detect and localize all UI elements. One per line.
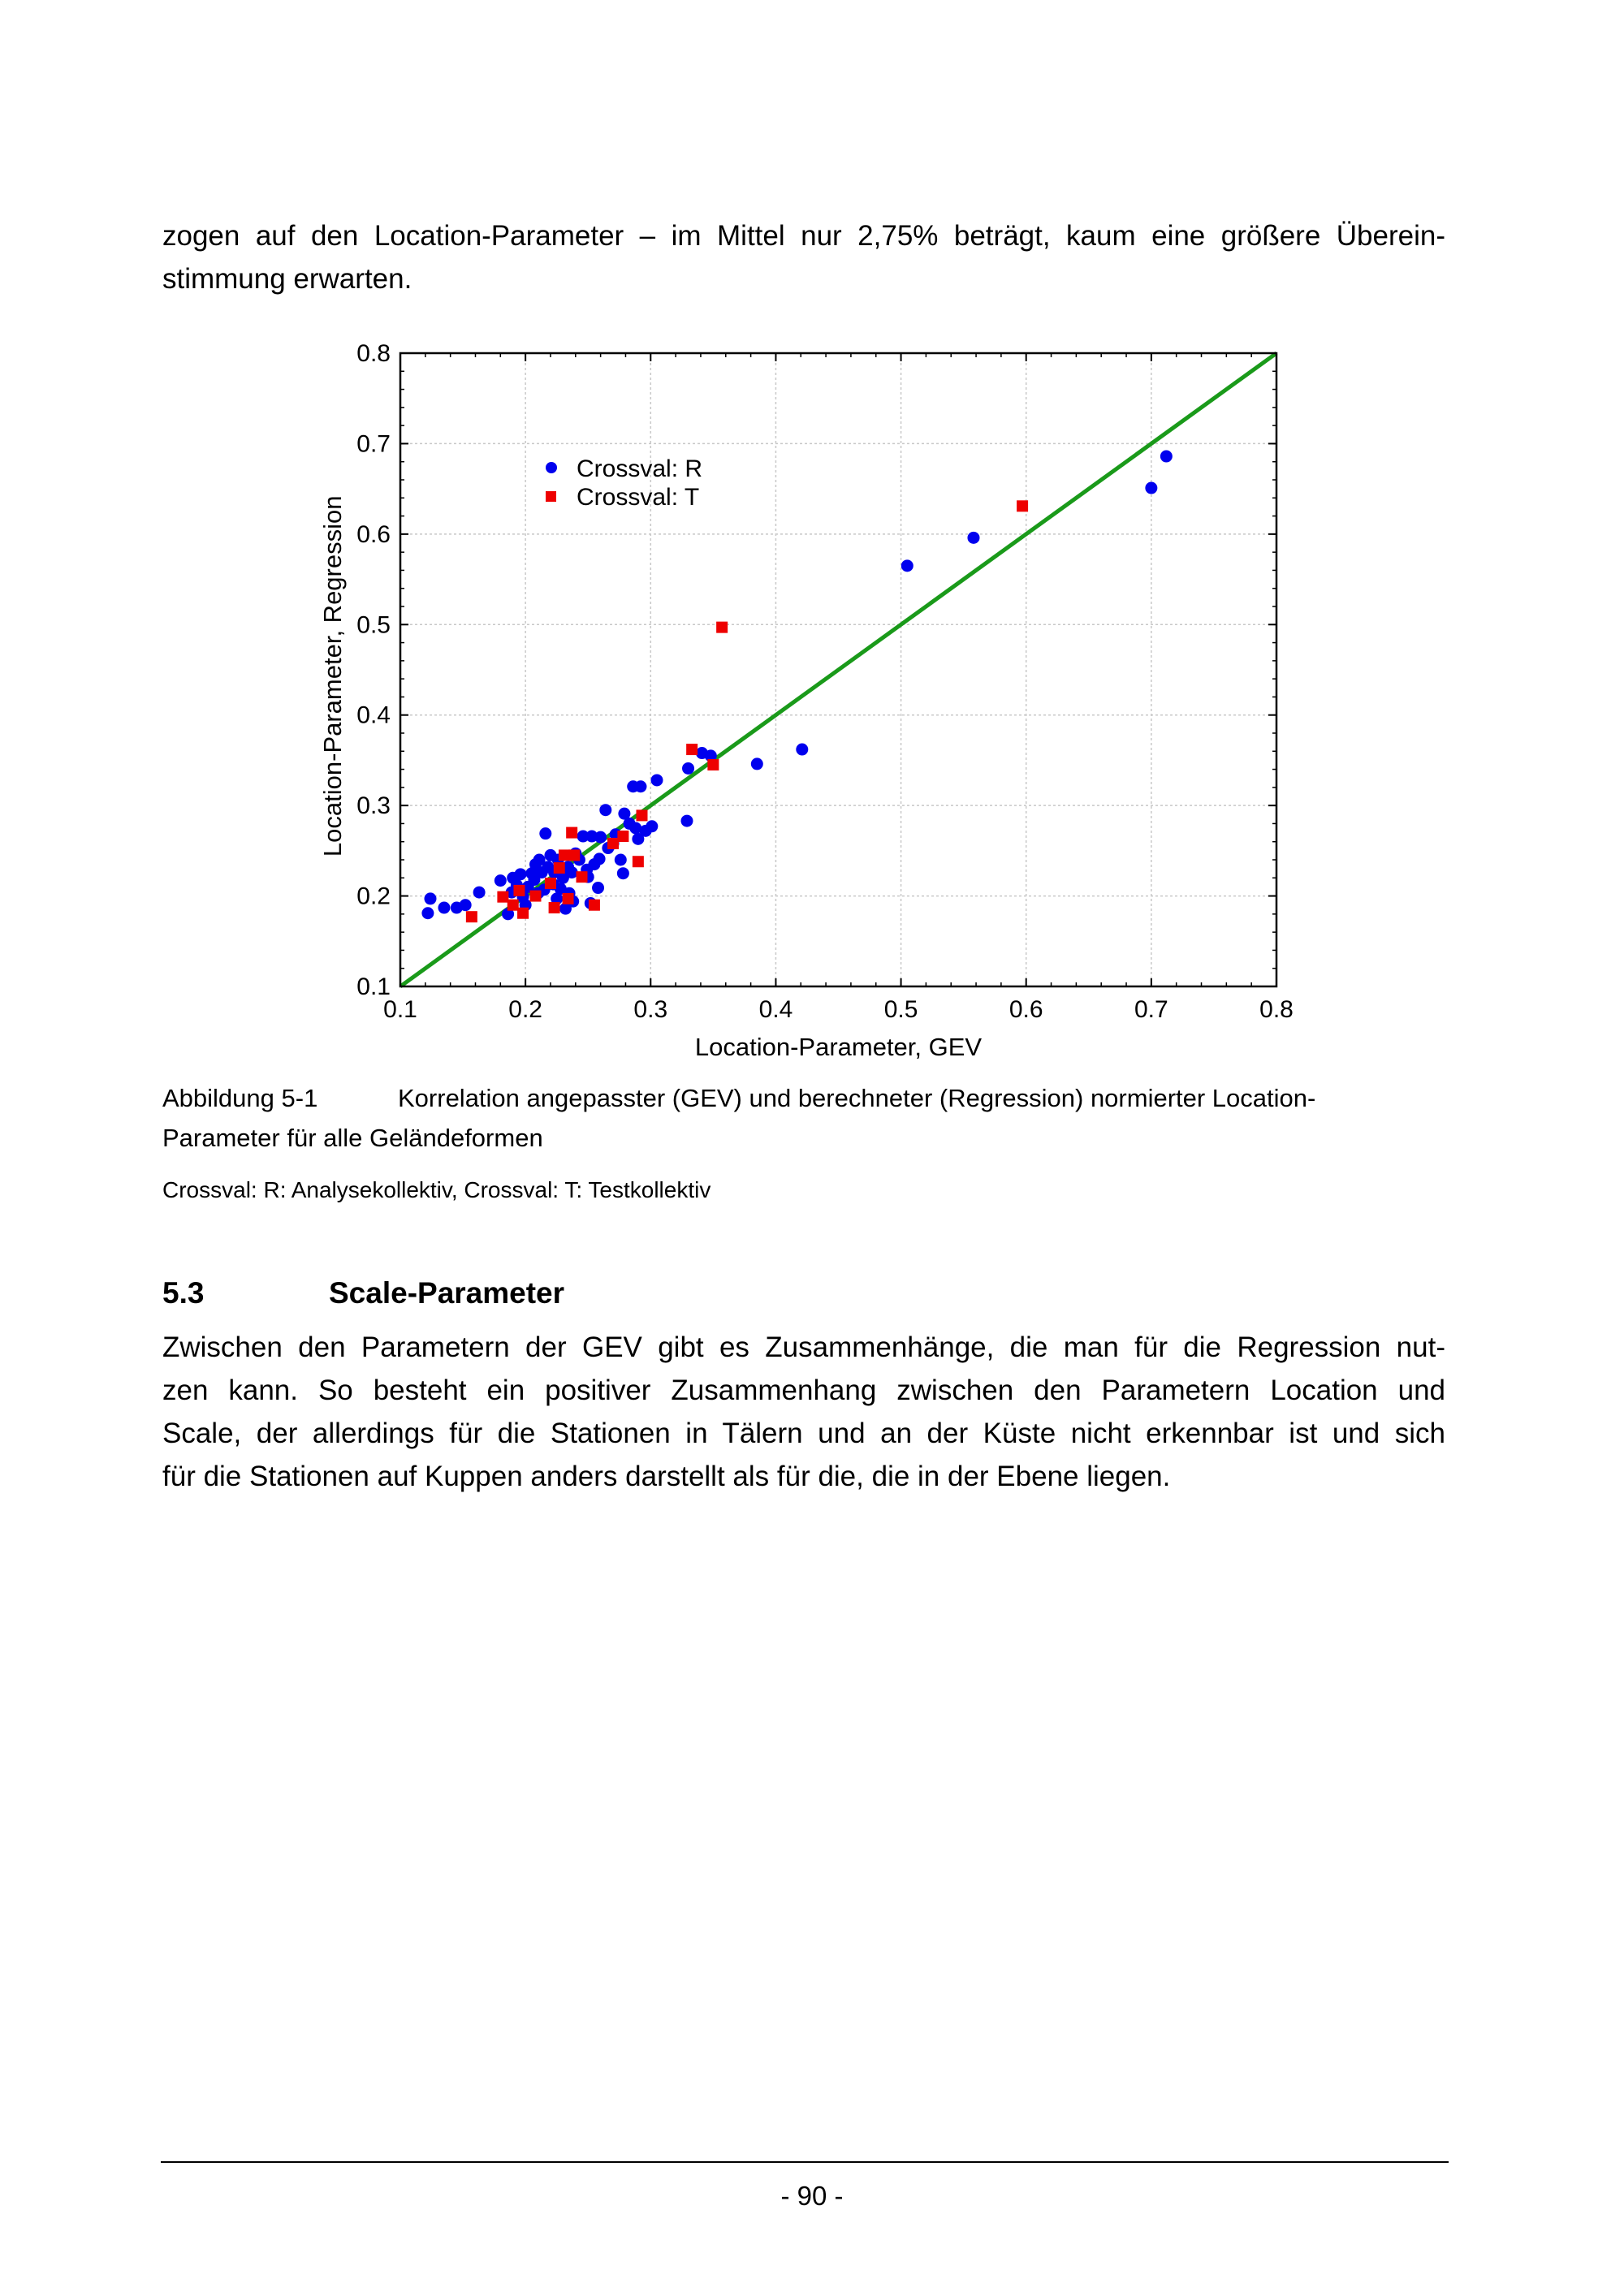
data-point-crossval-r bbox=[1160, 451, 1173, 463]
data-point-crossval-t bbox=[508, 900, 519, 911]
y-tick-label: 0.2 bbox=[356, 883, 391, 910]
body-line: für die Stationen auf Kuppen anders darstellt als für die, die in der Ebene liegen. bbox=[162, 1461, 1171, 1492]
scatter-chart-svg bbox=[309, 337, 1315, 1068]
data-point-crossval-t bbox=[589, 900, 600, 911]
data-point-crossval-t bbox=[566, 827, 577, 839]
data-point-crossval-r bbox=[682, 762, 694, 775]
data-point-crossval-r bbox=[424, 892, 436, 904]
x-axis-label: Location-Parameter, GEV bbox=[694, 1033, 983, 1061]
data-point-crossval-t bbox=[559, 849, 570, 861]
legend-marker-r bbox=[546, 462, 557, 473]
body-line: Scale, der allerdings für die Stationen in Tälern und an der Küste nicht erkennbar ist und sich bbox=[162, 1418, 1445, 1449]
data-point-crossval-t bbox=[563, 893, 574, 904]
data-point-crossval-r bbox=[473, 887, 486, 899]
data-point-crossval-r bbox=[650, 774, 663, 786]
data-point-crossval-t bbox=[517, 908, 529, 919]
data-point-crossval-t bbox=[617, 831, 628, 842]
data-point-crossval-r bbox=[438, 902, 450, 914]
data-point-crossval-r bbox=[1145, 482, 1157, 494]
legend-marker-t bbox=[546, 491, 556, 502]
legend-label-t: Crossval: T bbox=[577, 484, 700, 511]
data-point-crossval-t bbox=[707, 759, 719, 770]
x-tick-label: 0.4 bbox=[758, 996, 793, 1023]
x-tick-label: 0.3 bbox=[633, 996, 668, 1023]
data-point-crossval-t bbox=[545, 878, 556, 889]
page-number: - 90 - bbox=[780, 2181, 844, 2211]
data-points bbox=[421, 451, 1172, 923]
data-point-crossval-r bbox=[796, 744, 808, 756]
caption-text-line2: Parameter für alle Geländeformen bbox=[162, 1124, 543, 1152]
data-point-crossval-r bbox=[617, 867, 629, 879]
x-tick-label: 0.6 bbox=[1009, 996, 1043, 1023]
scatter-chart bbox=[309, 337, 1315, 1068]
data-point-crossval-r bbox=[634, 780, 646, 792]
section-title: Scale-Parameter bbox=[329, 1276, 565, 1310]
intro-paragraph bbox=[162, 214, 1445, 300]
data-point-crossval-t bbox=[577, 871, 588, 883]
data-point-crossval-t bbox=[554, 862, 565, 874]
section-number: 5.3 bbox=[162, 1276, 205, 1310]
y-tick-label: 0.8 bbox=[356, 340, 391, 367]
data-point-crossval-r bbox=[594, 831, 607, 844]
data-point-crossval-t bbox=[686, 744, 698, 755]
caption-number: Abbildung 5-1 bbox=[162, 1084, 318, 1112]
data-point-crossval-r bbox=[646, 820, 658, 832]
data-point-crossval-t bbox=[1017, 500, 1028, 511]
y-tick-label: 0.5 bbox=[356, 611, 391, 639]
intro-line: zogen auf den Location-Parameter – im Mittel nur 2,75% beträgt, kaum eine größere Überein- bbox=[162, 220, 1445, 252]
intro-line: stimmung erwarten. bbox=[162, 263, 412, 295]
caption-text-line1: Korrelation angepasster (GEV) und berechneter (Regression) normierter Location- bbox=[398, 1084, 1316, 1112]
section-heading bbox=[162, 1276, 564, 1310]
x-tick-label: 0.5 bbox=[883, 996, 918, 1023]
data-point-crossval-t bbox=[607, 838, 619, 849]
data-point-crossval-t bbox=[633, 856, 644, 867]
y-tick-label: 0.7 bbox=[356, 430, 391, 458]
x-tick-label: 0.1 bbox=[383, 996, 417, 1023]
data-point-crossval-t bbox=[513, 885, 525, 896]
data-point-crossval-t bbox=[636, 809, 647, 821]
x-tick-label: 0.7 bbox=[1134, 996, 1168, 1023]
data-point-crossval-t bbox=[466, 911, 477, 922]
y-tick-label: 0.4 bbox=[356, 701, 391, 729]
data-point-crossval-r bbox=[592, 882, 604, 894]
data-point-crossval-r bbox=[615, 854, 627, 866]
data-point-crossval-r bbox=[680, 815, 693, 827]
data-point-crossval-t bbox=[568, 849, 580, 861]
data-point-crossval-r bbox=[421, 907, 434, 919]
data-point-crossval-t bbox=[497, 891, 508, 903]
footer-divider bbox=[161, 2161, 1449, 2163]
y-tick-label: 0.1 bbox=[356, 973, 391, 1000]
data-point-crossval-t bbox=[549, 902, 560, 913]
legend-label-r: Crossval: R bbox=[577, 455, 703, 482]
body-paragraph bbox=[162, 1326, 1445, 1498]
y-axis-label: Location-Parameter, Regression bbox=[318, 495, 347, 857]
x-tick-label: 0.2 bbox=[508, 996, 543, 1023]
data-point-crossval-r bbox=[967, 532, 979, 544]
data-point-crossval-r bbox=[901, 559, 914, 572]
data-point-crossval-t bbox=[529, 891, 541, 902]
data-point-crossval-r bbox=[751, 757, 763, 770]
body-line: Zwischen den Parametern der GEV gibt es Zusammenhänge, die man für die Regression nut- bbox=[162, 1331, 1445, 1363]
y-tick-label: 0.6 bbox=[356, 520, 391, 548]
data-point-crossval-r bbox=[539, 827, 551, 839]
data-point-crossval-r bbox=[599, 804, 611, 816]
data-point-crossval-r bbox=[495, 874, 507, 887]
data-point-crossval-r bbox=[566, 866, 578, 878]
data-point-crossval-r bbox=[594, 852, 606, 865]
legend bbox=[546, 455, 702, 511]
x-tick-label: 0.8 bbox=[1259, 996, 1294, 1023]
y-tick-label: 0.3 bbox=[356, 792, 391, 820]
data-point-crossval-r bbox=[514, 868, 526, 880]
data-point-crossval-r bbox=[460, 899, 472, 911]
figure-caption bbox=[162, 1078, 1462, 1158]
data-point-crossval-t bbox=[716, 622, 728, 633]
caption-note: Crossval: R: Analysekollektiv, Crossval: T: Testkollektiv bbox=[162, 1177, 711, 1202]
body-line: zen kann. So besteht ein positiver Zusammenhang zwischen den Parametern Location und bbox=[162, 1375, 1445, 1406]
